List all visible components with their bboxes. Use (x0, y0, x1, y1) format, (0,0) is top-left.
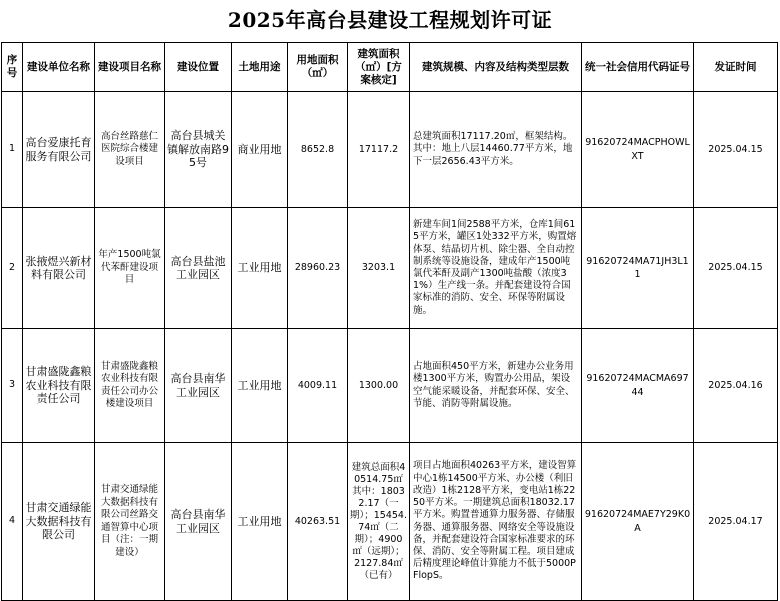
cell-location: 高台县城关镇解放南路95号 (165, 92, 232, 208)
cell-land-use: 工业用地 (232, 208, 288, 329)
cell-unit: 甘肃交通绿能大数据科技有限公司 (23, 443, 95, 601)
header-land-area: 用地面积（㎡） (288, 43, 348, 92)
header-build-area: 建筑面积（㎡）[方案核定] (348, 43, 410, 92)
cell-project: 甘肃盛陇鑫粮农业科技有限责任公司办公楼建设项目 (95, 329, 165, 443)
cell-location: 高台县盐池工业园区 (165, 208, 232, 329)
table-row (2, 208, 778, 329)
cell-scope: 新建车间1间2588平方米，仓库1间615平方米，罐区1处332平方米，购置熔体泵、结晶切片机、除尘器、全自动控制系统等设施设备，建成年产1500吨氯代苯酐及副产1300吨盐酸（浓度31%）生产线一条。并配套建设符合国家标准的消防、安全、环保等附属设施。 (410, 208, 582, 329)
header-scope: 建筑规模、内容及结构类型层数 (410, 43, 582, 92)
header-land-use: 土地用途 (232, 43, 288, 92)
cell-land-area: 40263.51 (288, 443, 348, 601)
header-location: 建设位置 (165, 43, 232, 92)
cell-issue-date: 2025.04.17 (694, 443, 778, 601)
cell-land-use: 商业用地 (232, 92, 288, 208)
cell-project: 年产1500吨氯代苯酐建设项目 (95, 208, 165, 329)
cell-location: 高台县南华工业园区 (165, 443, 232, 601)
table-row (2, 92, 778, 208)
cell-credit-code: 91620724MAE7Y29K0A (582, 443, 694, 601)
cell-seq: 2 (2, 208, 23, 329)
cell-land-use: 工业用地 (232, 329, 288, 443)
cell-build-area: 建筑总面积40514.75㎡ 其中：18032.17（一期）；15454.74㎡（二期）；4900㎡（远期）；2127.84㎡（已有） (348, 443, 410, 601)
cell-project: 甘肃交通绿能大数据科技有限公司丝路交通智算中心项目（注：一期建设） (95, 443, 165, 601)
cell-seq: 4 (2, 443, 23, 601)
cell-unit: 甘肃盛陇鑫粮农业科技有限责任公司 (23, 329, 95, 443)
header-issue-date: 发证时间 (694, 43, 778, 92)
cell-seq: 1 (2, 92, 23, 208)
permit-table (1, 42, 778, 601)
cell-land-area: 28960.23 (288, 208, 348, 329)
header-project: 建设项目名称 (95, 43, 165, 92)
cell-seq: 3 (2, 329, 23, 443)
cell-scope: 总建筑面积17117.20㎡，框架结构。其中：地上八层14460.77平方米，地下一层2656.43平方米。 (410, 92, 582, 208)
table-row (2, 329, 778, 443)
cell-credit-code: 91620724MACPHOWLXT (582, 92, 694, 208)
cell-issue-date: 2025.04.15 (694, 92, 778, 208)
cell-scope: 占地面积450平方米，新建办公业务用楼1300平方米，购置办公用品，架设空气能采暖设备，并配套环保、安全、节能、消防等附属设施。 (410, 329, 582, 443)
cell-build-area: 1300.00 (348, 329, 410, 443)
cell-land-use: 工业用地 (232, 443, 288, 601)
cell-credit-code: 91620724MACMA69744 (582, 329, 694, 443)
table-row (2, 443, 778, 601)
cell-land-area: 4009.11 (288, 329, 348, 443)
page-title: 2025年高台县建设工程规划许可证 (227, 8, 553, 32)
cell-project: 高台丝路慈仁医院综合楼建设项目 (95, 92, 165, 208)
header-unit: 建设单位名称 (23, 43, 95, 92)
cell-build-area: 17117.2 (348, 92, 410, 208)
cell-issue-date: 2025.04.16 (694, 329, 778, 443)
cell-location: 高台县南华工业园区 (165, 329, 232, 443)
cell-unit: 张掖煜兴新材料有限公司 (23, 208, 95, 329)
table-header-row (2, 43, 778, 92)
cell-issue-date: 2025.04.15 (694, 208, 778, 329)
cell-land-area: 8652.8 (288, 92, 348, 208)
header-credit-code: 统一社会信用代码证号 (582, 43, 694, 92)
cell-unit: 高台爱康托育服务有限公司 (23, 92, 95, 208)
cell-scope: 项目占地面积40263平方米，建设智算中心1栋14500平方米、办公楼（利旧改造）1栋2128平方米，变电站1栋2250平方米。一期建筑总面积18032.17平方米。购置普通算力服务器、存储服务器、通算服务器、网络安全等设施设备，并配套建设符合国家标准要求的环保、消防、安全等附属工程。项目建成后精度理论峰值计算能力不低于5000PFlopS。 (410, 443, 582, 601)
cell-build-area: 3203.1 (348, 208, 410, 329)
cell-credit-code: 91620724MA71JH3L11 (582, 208, 694, 329)
header-seq: 序号 (2, 43, 23, 92)
